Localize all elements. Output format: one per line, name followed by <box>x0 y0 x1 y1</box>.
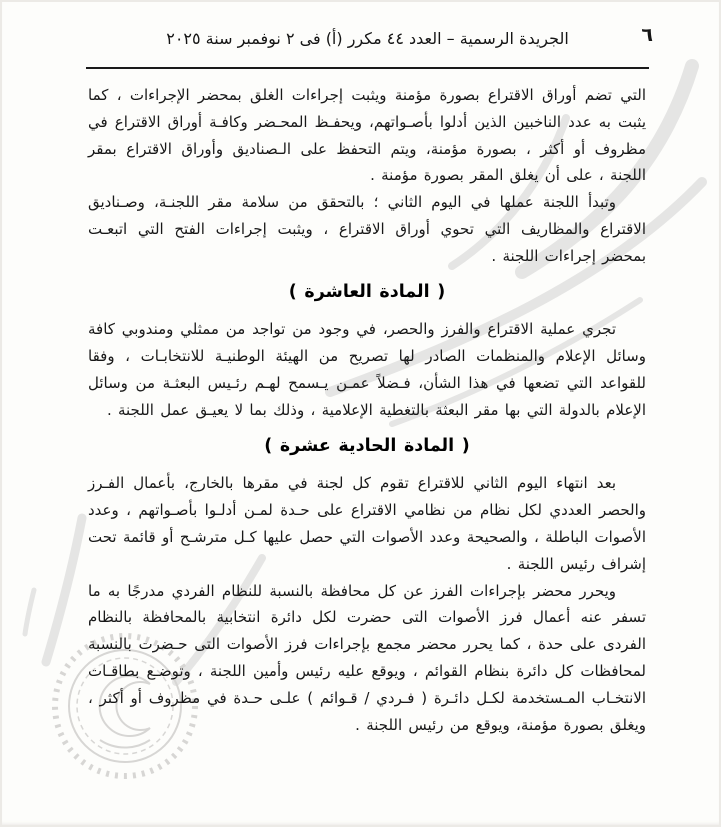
body-paragraph: تجري عملية الاقتراع والفرز والحصر، في وجود من تواجد من ممثلي ومندوبي كافة وسائل الإعلام والمنظمات الصادر لها تصريح من الهيئة الوطنيـة للانتخابـات ، وفقا للقواعد التي تضعها في هذا الشأن، فـضلاً عمـن يـسمح لهـم رئـيس البعثـة من وسائل الإعلام بالدولة التي بها مقر البعثة بالتغطية الإعلامية ، وذلك بما لا يعيـق عمل اللجنة . <box>88 320 646 419</box>
body-paragraph: وتبدأ اللجنة عملها في اليوم الثاني ؛ بالتحقق من سلامة مقر اللجنـة، وصـناديق الاقتراع والمظاريف التي تحوي أوراق الاقتراع ، ويثبت إجراءات الفتح التي اتبعـت بمحضر إجراءات اللجنة . <box>88 193 646 265</box>
article-heading-ten: ( المادة العاشرة ) <box>288 281 446 302</box>
body-paragraph: بعد انتهاء اليوم الثاني للاقتراع تقوم كل لجنة في مقرها بالخارج، بأعمال الفـرز والحصر العددي لكل نظام من نظامي الاقتراع على حـدة لمـن أدلـوا بأصـواتهم ، وعدد الأصوات الباطلة ، والصحيحة وعدد الأصوات التي حصل عليها كـل مترشـح أو قائمة تحت إشراف رئيس اللجنة . <box>88 474 646 573</box>
article-heading-eleven: ( المادة الحادية عشرة ) <box>264 435 470 456</box>
page-number: ٦ <box>641 24 653 46</box>
body-paragraph: ويحرر محضر بإجراءات الفرز عن كل محافظة بالنسبة للنظام الفردي مدرجًا به ما تسفر عنه أعمال فرز الأصوات التى حضرت لكل دائرة انتخابية بالمحافظة بالنظام الفردى على حدة ، كما يحرر محضر مجمع بإجراءات فرز الأصوات التى حـضرت بالنسبة لمحافظات كل دائرة بنظام القوائم ، ويوقع عليه رئيس وأمين اللجنة ، وتوضـع بطاقـات الانتخـاب المـستخدمة لكـل دائـرة ( فـردي / قـوائم ) علـى حـدة في مظروف أو أكثر ، ويغلق بصورة مؤمنة، ويوقع من رئيس اللجنة . <box>88 581 646 734</box>
header-rule <box>86 67 649 69</box>
page-header <box>88 24 653 52</box>
document-body <box>88 82 646 813</box>
journal-title: الجريدة الرسمية – العدد ٤٤ مكرر (أ) فى ٢ نوفمبر سنة ٢٠٢٥ <box>166 29 569 48</box>
body-paragraph: التي تضم أوراق الاقتراع بصورة مؤمنة ويثبت إجراءات الغلق بمحضر الإجراءات ، كما يثبت به عدد الناخبين الذين أدلوا بأصـواتهم، ويحفـظ المحـضر وكافـة أوراق الاقتراع في مظروف أو أكثر ، بصورة مؤمنة، ويتم التحفظ على الـصناديق وأوراق الاقتراع بمقر اللجنة ، على أن يغلق المقر بصورة مؤمنة . <box>88 86 646 185</box>
